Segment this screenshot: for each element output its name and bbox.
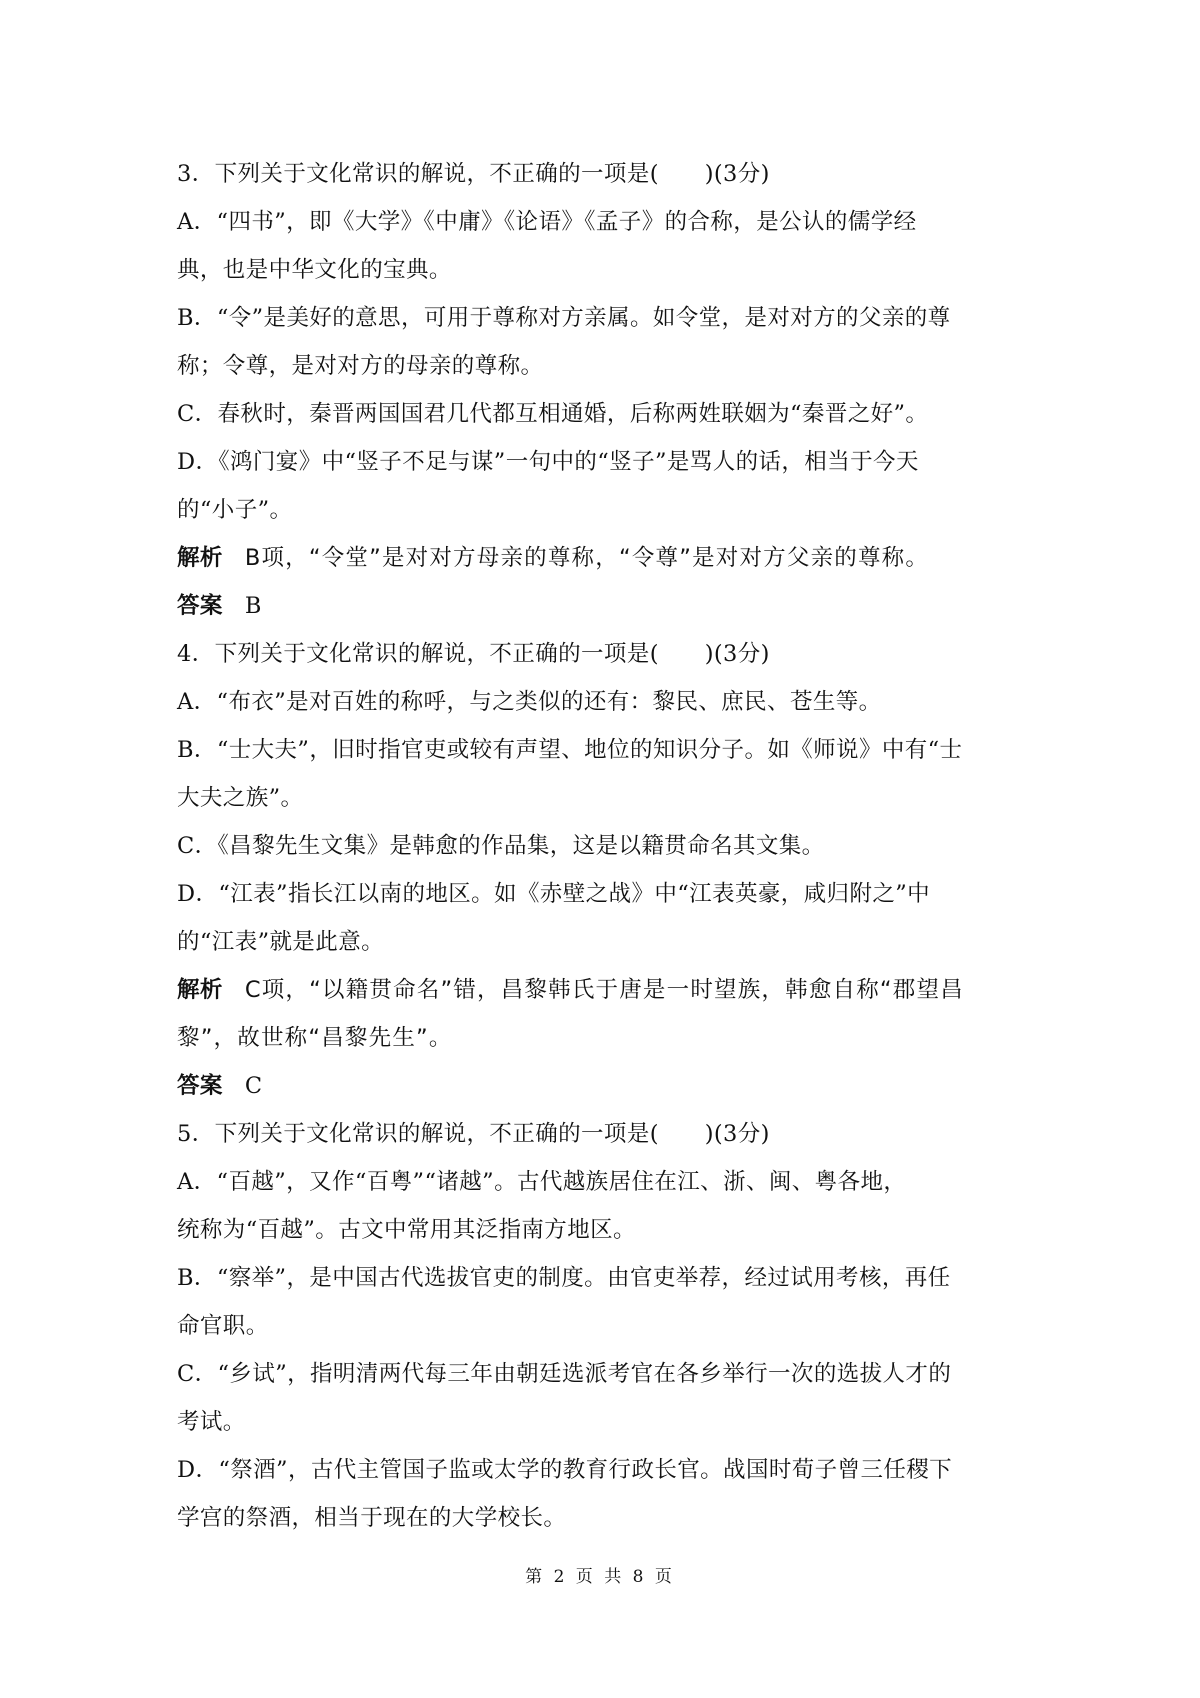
question-4-option-d-line-2: 的“江表”就是此意。 bbox=[177, 929, 385, 955]
question-5-option-d-line-1: D．“祭酒”，古代主管国子监或太学的教育行政长官。战国时荀子曾三任稷下 bbox=[177, 1457, 953, 1483]
question-5-option-d-line-2: 学宫的祭酒，相当于现在的大学校长。 bbox=[177, 1505, 567, 1531]
question-4-answer bbox=[177, 1062, 1027, 1110]
question-3-option-d-line-2: 的“小子”。 bbox=[177, 497, 293, 523]
question-3-answer bbox=[177, 582, 1027, 630]
question-3-option-b-line-1: B．“令”是美好的意思，可用于尊称对方亲属。如令堂，是对对方的父亲的尊 bbox=[177, 305, 951, 331]
question-3-option-a-line-1: A．“四书”，即《大学》《中庸》《论语》《孟子》的合称，是公认的儒学经 bbox=[177, 209, 917, 235]
question-4-option-b-line-2: 大夫之族”。 bbox=[177, 785, 304, 811]
question-5-option-b-line-1: B．“察举”，是中国古代选拔官吏的制度。由官吏举荐，经过试用考核，再任 bbox=[177, 1265, 951, 1291]
question-3-option-d-line-1: D．《鸿门宴》中“竖子不足与谋”一句中的“竖子”是骂人的话，相当于今天 bbox=[177, 449, 919, 475]
question-4-option-b-line-1: B．“士大夫”，旧时指官吏或较有声望、地位的知识分子。如《师说》中有“士 bbox=[177, 737, 963, 763]
question-4-option-a: A．“布衣”是对百姓的称呼，与之类似的还有：黎民、庶民、苍生等。 bbox=[177, 689, 882, 715]
question-4-analysis-line-2: 黎”，故世称“昌黎先生”。 bbox=[177, 1025, 453, 1051]
question-3-answer-value: B bbox=[244, 593, 262, 619]
question-3-option-b-line-2: 称；令尊，是对对方的母亲的尊称。 bbox=[177, 353, 544, 379]
question-4-stem: 4．下列关于文化常识的解说，不正确的一项是( )(3分) bbox=[177, 641, 770, 667]
question-5-option-c-line-1: C．“乡试”，指明清两代每三年由朝廷选派考官在各乡举行一次的选拔人才的 bbox=[177, 1361, 952, 1387]
analysis-label: 解析 bbox=[177, 545, 223, 571]
analysis-label: 解析 bbox=[177, 977, 223, 1003]
question-4-analysis-text-1: C项，“以籍贯命名”错，昌黎韩氏于唐是一时望族，韩愈自称“郡望昌 bbox=[244, 977, 964, 1003]
question-3-analysis-text: B项，“令堂”是对对方母亲的尊称，“令尊”是对对方父亲的尊称。 bbox=[244, 545, 930, 571]
question-5-option-a-line-2: 统称为“百越”。古文中常用其泛指南方地区。 bbox=[177, 1217, 636, 1243]
answer-label: 答案 bbox=[177, 593, 223, 619]
page-number-footer: 第 2 页 共 8 页 bbox=[525, 1567, 675, 1587]
document-body bbox=[177, 150, 1027, 1542]
question-3-analysis bbox=[177, 534, 1027, 582]
question-4-option-d-line-1: D．“江表”指长江以南的地区。如《赤壁之战》中“江表英豪，咸归附之”中 bbox=[177, 881, 931, 907]
question-5-stem: 5．下列关于文化常识的解说，不正确的一项是( )(3分) bbox=[177, 1121, 770, 1147]
question-5-option-c-line-2: 考试。 bbox=[177, 1409, 246, 1435]
question-5-option-a-line-1: A．“百越”，又作“百粤”“诸越”。古代越族居住在江、浙、闽、粤各地， bbox=[177, 1169, 907, 1195]
question-3-option-a-line-2: 典，也是中华文化的宝典。 bbox=[177, 257, 452, 283]
question-3-option-c: C．春秋时，秦晋两国国君几代都互相通婚，后称两姓联姻为“秦晋之好”。 bbox=[177, 401, 929, 427]
answer-label: 答案 bbox=[177, 1073, 223, 1099]
question-4-option-c: C．《昌黎先生文集》是韩愈的作品集，这是以籍贯命名其文集。 bbox=[177, 833, 825, 859]
question-5-option-b-line-2: 命官职。 bbox=[177, 1313, 269, 1339]
question-4-answer-value: C bbox=[244, 1073, 263, 1099]
question-4-analysis-line-1 bbox=[177, 966, 1027, 1014]
question-3-stem: 3．下列关于文化常识的解说，不正确的一项是( )(3分) bbox=[177, 161, 770, 187]
